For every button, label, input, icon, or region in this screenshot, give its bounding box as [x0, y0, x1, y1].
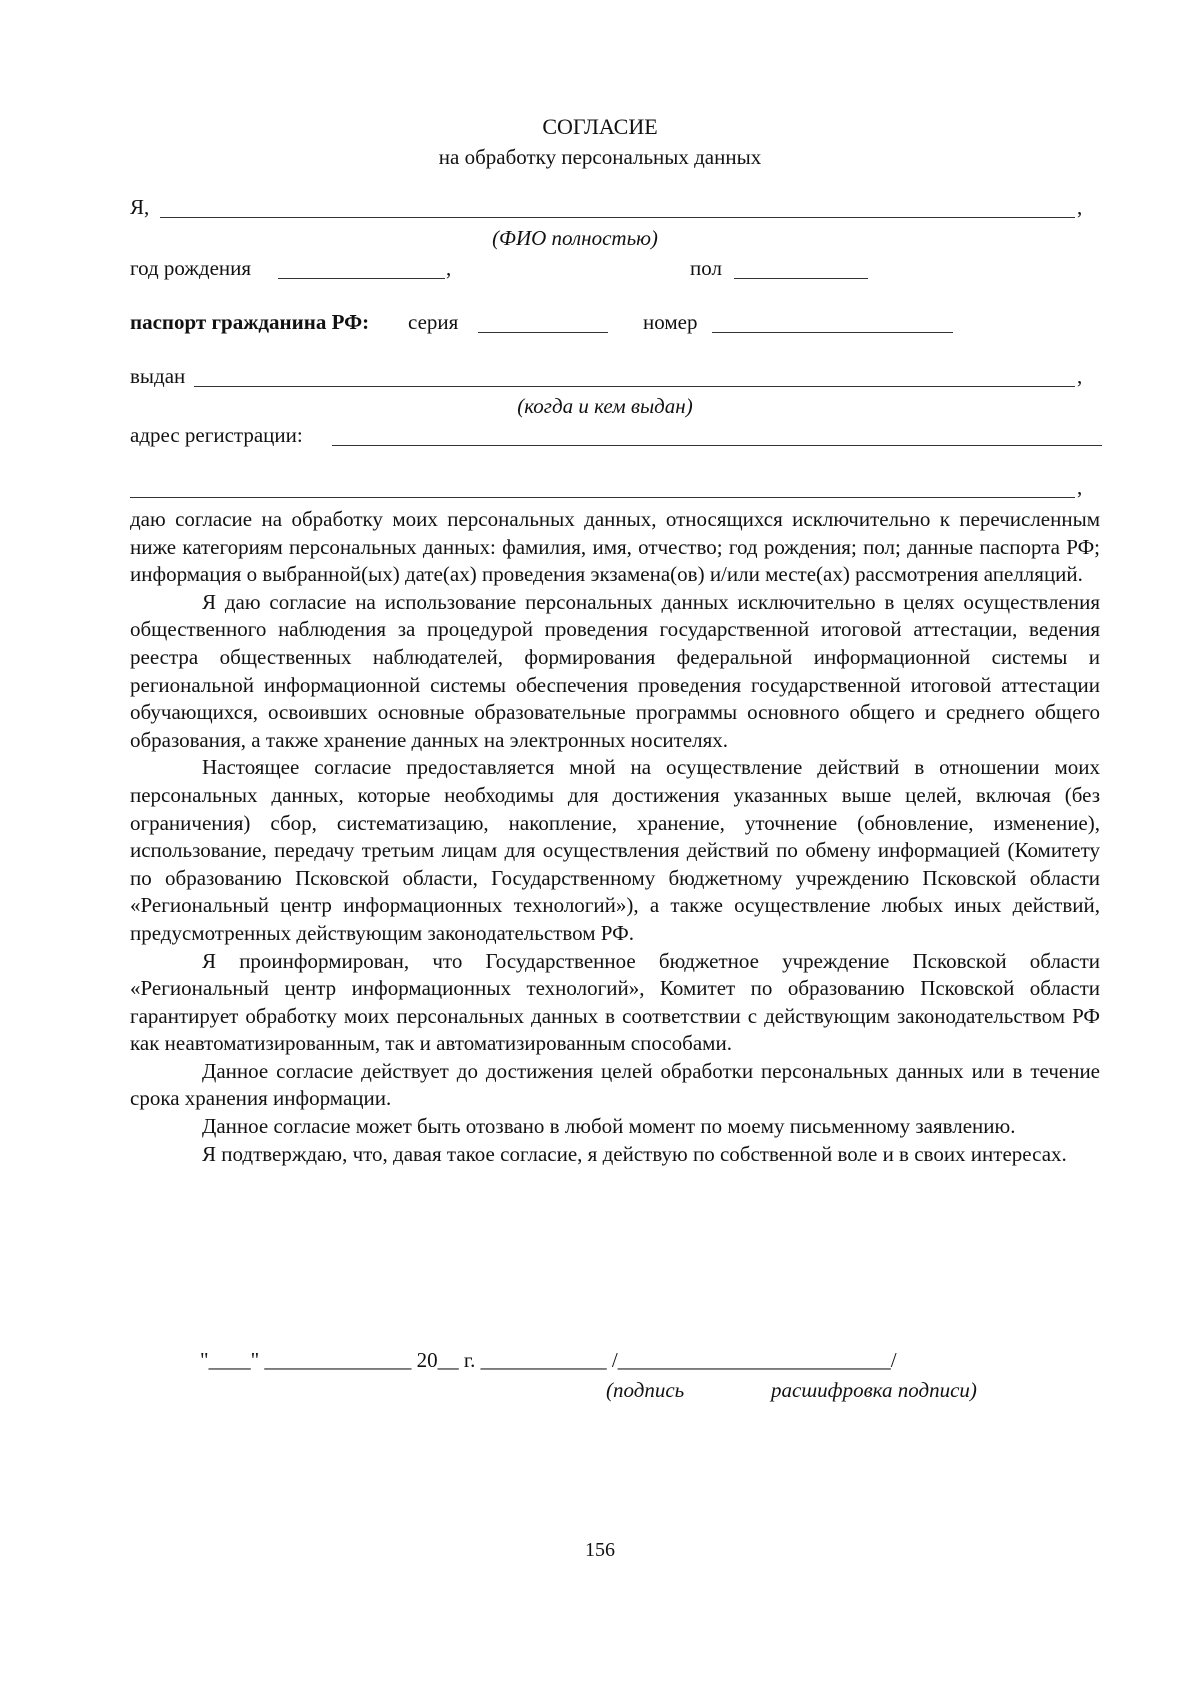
fio-hint: (ФИО полностью): [492, 226, 658, 250]
signature-decode-hint: расшифровка подписи): [771, 1378, 977, 1402]
document-title: СОГЛАСИЕ: [542, 114, 658, 139]
address-comma: ,: [1077, 475, 1083, 499]
series-label: серия: [408, 310, 459, 334]
consent-paragraph-3: Настоящее согласие предоставляется мной на осуществление действий в отношении моих персональных данных, которые необходимы для достижения указанных выше целей, включая (без ограничения) сбор, систематизацию, накопление, хранение, уточнение (обновление, изменение), использование, передачу третьим лицам для осуществления действий по обмену информацией (Комитету по образованию Псковской области, Государственному бюджетному учреждению Псковской области «Региональный центр информационных технологий»), а также осуществление любых иных действий, предусмотренных действующим законодательством РФ.: [130, 755, 1100, 945]
passport-row: [130, 305, 1100, 339]
signature-hint: (подпись: [606, 1378, 685, 1402]
signature-line: "____" ______________ 20__ г. ____________ /__________________________/: [200, 1348, 897, 1372]
consent-paragraph-4: Я проинформирован, что Государственное бюджетное учреждение Псковской области «Региональный центр информационных технологий», Комитет по образованию Псковской области гарантирует обработку моих персональных данных в соответствии с действующим законодательством РФ как неавтоматизированным, так и автоматизированным способами.: [130, 948, 1100, 1056]
issued-comma: ,: [1077, 364, 1083, 388]
number-field[interactable]: [712, 332, 953, 333]
birth-year-comma: ,: [446, 256, 452, 280]
issued-label: выдан: [130, 364, 186, 388]
address-continuation-row: [130, 470, 1100, 504]
page-number: 156: [585, 1539, 615, 1561]
consent-paragraph-1: даю согласие на обработку моих персональных данных, относящихся исключительно к перечисленным ниже категориям персональных данных: фамилия, имя, отчество; год рождения; пол; данные паспорта РФ; информация о выбранной(ых) дате(ах) проведения экзамена(ов) и/или месте(ах) рассмотрения апелляций.: [130, 507, 1100, 587]
document-subtitle: на обработку персональных данных: [438, 145, 762, 169]
fio-row: [130, 190, 1100, 224]
consent-paragraph-6: Данное согласие может быть отозвано в любой момент по моему письменному заявлению.: [202, 1114, 1016, 1139]
birth-year-label: год рождения: [130, 256, 252, 280]
address-row: [130, 418, 1100, 452]
sex-field[interactable]: [734, 278, 868, 279]
number-label: номер: [643, 310, 698, 334]
issued-hint: (когда и кем выдан): [517, 394, 693, 418]
fio-comma: ,: [1077, 195, 1083, 219]
issued-row: [130, 359, 1100, 393]
passport-label: паспорт гражданина РФ:: [130, 310, 370, 334]
consent-paragraph-7: Я подтверждаю, что, давая такое согласие, я действую по собственной воле и в своих интересах.: [202, 1141, 1067, 1166]
address-field[interactable]: [332, 445, 1102, 446]
address-label: адрес регистрации:: [130, 423, 303, 447]
series-field[interactable]: [478, 332, 608, 333]
fio-field[interactable]: [160, 217, 1075, 218]
address-field-continuation[interactable]: [130, 497, 1075, 498]
consent-paragraph-2: Я даю согласие на использование персональных данных исключительно в целях осуществления общественного наблюдения за процедурой проведения государственной итоговой аттестации, ведения реестра общественных наблюдателей, формирования федеральной информационной системы и региональной информационной системы обеспечения проведения государственной итоговой аттестации обучающихся, освоивших основные образовательные программы основного общего и среднего общего образования, а также хранение данных на электронных носителях.: [130, 589, 1100, 752]
consent-paragraph-5: Данное согласие действует до достижения целей обработки персональных данных или в течение срока хранения информации.: [130, 1058, 1100, 1111]
sex-label: пол: [690, 256, 722, 280]
birth-sex-row: [130, 251, 1100, 285]
birth-year-field[interactable]: [278, 278, 445, 279]
ya-label: Я,: [130, 195, 150, 219]
issued-field[interactable]: [194, 386, 1075, 387]
consent-body: [130, 506, 1100, 1168]
